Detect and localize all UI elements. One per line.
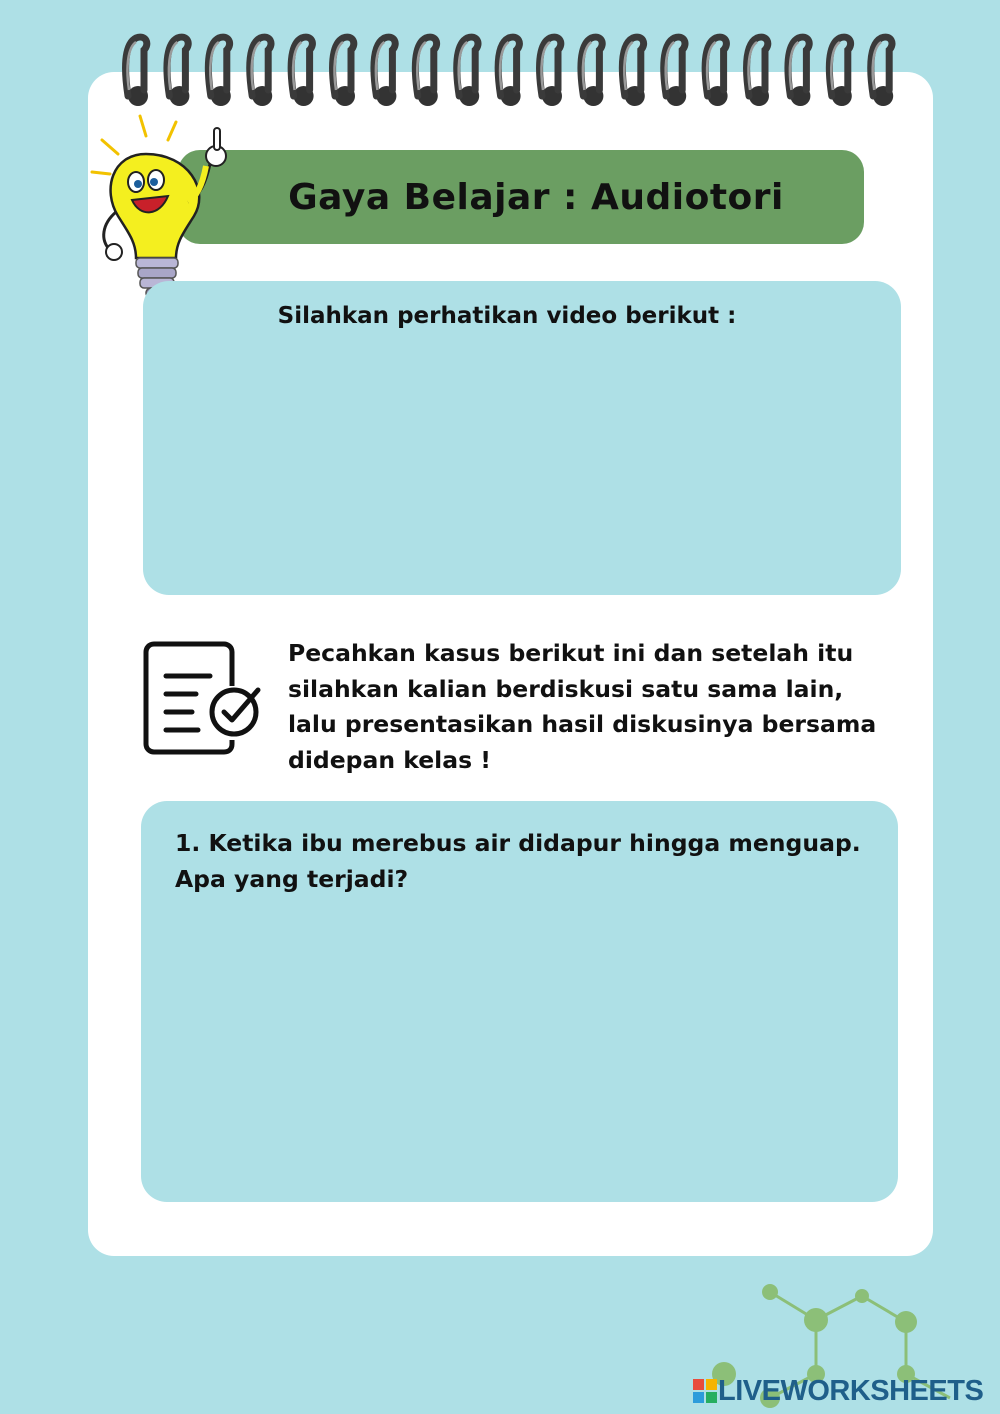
spiral-ring [829, 37, 851, 106]
spiral-ring [705, 37, 727, 106]
lightbulb-mascot-icon [88, 112, 248, 308]
spiral-ring [415, 37, 437, 106]
spiral-ring [747, 37, 769, 106]
spiral-ring [374, 37, 396, 106]
video-instruction: Silahkan perhatikan video berikut : [277, 303, 737, 329]
answer-panel [141, 801, 898, 1202]
spiral-ring [664, 37, 686, 106]
spiral-ring [540, 37, 562, 106]
page-title: Gaya Belajar : Audiotori [288, 176, 784, 218]
spiral-ring [871, 37, 893, 106]
spiral-ring [291, 37, 313, 106]
liveworksheets-logo [692, 1376, 983, 1406]
spiral-ring [788, 37, 810, 106]
checklist-document-icon [140, 640, 264, 758]
video-panel [143, 281, 901, 595]
spiral-ring [126, 37, 148, 106]
spiral-ring [250, 37, 272, 106]
spiral-ring [333, 37, 355, 106]
liveworksheets-mark-icon [692, 1378, 718, 1404]
spiral-ring [457, 37, 479, 106]
liveworksheets-text: LIVEWORKSHEETS [718, 1374, 984, 1407]
spiral-ring [167, 37, 189, 106]
spiral-ring [622, 37, 644, 106]
task-instructions: Pecahkan kasus berikut ini dan setelah itu silahkan kalian berdiskusi satu sama lain, lalu presentasikan hasil diskusinya bersama didepan kelas ! [288, 639, 877, 774]
spiral-ring [498, 37, 520, 106]
spiral-ring [581, 37, 603, 106]
title-bar [178, 150, 864, 244]
question-1: 1. Ketika ibu merebus air didapur hingga menguap. Apa yang terjadi? [175, 829, 861, 893]
spiral-binding [120, 30, 910, 114]
spiral-ring [208, 37, 230, 106]
